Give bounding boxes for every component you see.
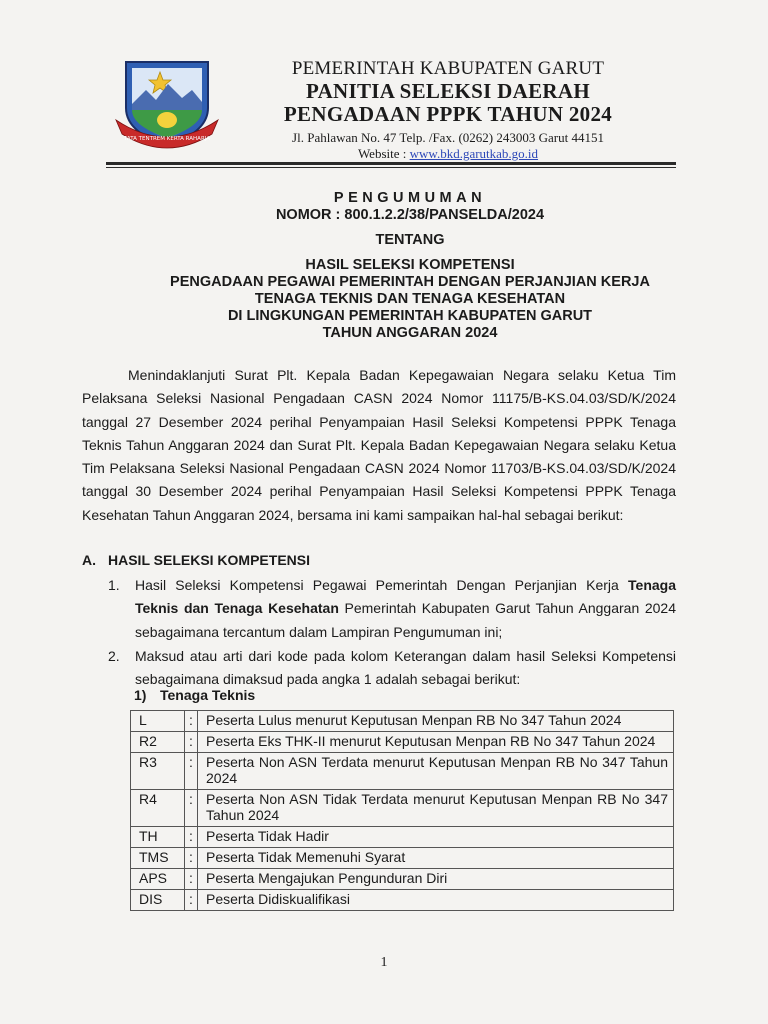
list-item: [108, 645, 676, 692]
description-cell: Peserta Didiskualifikasi: [198, 890, 674, 911]
code-cell: R3: [131, 753, 185, 790]
subsection-heading: [134, 687, 255, 703]
subsection-title: Tenaga Teknis: [160, 687, 256, 703]
section-a-heading: [82, 552, 310, 568]
title-line: TENAGA TEKNIS DAN TENAGA KESEHATAN: [254, 291, 566, 307]
separator-cell: :: [185, 869, 198, 890]
table-row: [131, 711, 674, 732]
list-item: [108, 574, 676, 644]
title-nomor: NOMOR : 800.1.2.2/38/PANSELDA/2024: [275, 207, 545, 223]
letterhead-divider-thick: [106, 162, 676, 165]
separator-cell: :: [185, 848, 198, 869]
table-row: [131, 827, 674, 848]
letterhead-government: PEMERINTAH KABUPATEN GARUT: [291, 58, 605, 79]
subsection-number: 1): [134, 687, 147, 703]
garut-regency-logo: [112, 58, 222, 150]
list-item-number: 1.: [108, 577, 120, 593]
table-row: [131, 890, 674, 911]
description-cell: Peserta Tidak Memenuhi Syarat: [198, 848, 674, 869]
announcement-title: [60, 190, 760, 342]
description-cell: Peserta Non ASN Tidak Terdata menurut Keputusan Menpan RB No 347 Tahun 2024: [198, 790, 674, 827]
separator-cell: :: [185, 753, 198, 790]
letterhead: [258, 58, 638, 162]
separator-cell: :: [185, 827, 198, 848]
description-cell: Peserta Non ASN Terdata menurut Keputusan Menpan RB No 347 Tahun 2024: [198, 753, 674, 790]
table-row: [131, 848, 674, 869]
letterhead-program: PENGADAAN PPPK TAHUN 2024: [283, 102, 613, 126]
section-a-number: A.: [82, 552, 96, 568]
separator-cell: :: [185, 732, 198, 753]
website-link[interactable]: www.bkd.garutkab.go.id: [409, 146, 539, 161]
code-cell: TH: [131, 827, 185, 848]
table-row: [131, 732, 674, 753]
letterhead-committee: PANITIA SELEKSI DAERAH: [306, 79, 590, 103]
logo-motto: TATA TENTREM KERTA RAHARJA: [123, 136, 211, 142]
code-cell: L: [131, 711, 185, 732]
description-cell: Peserta Mengajukan Pengunduran Diri: [198, 869, 674, 890]
page-number: 1: [380, 955, 388, 970]
description-cell: Peserta Tidak Hadir: [198, 827, 674, 848]
description-cell: Peserta Lulus menurut Keputusan Menpan RB No 347 Tahun 2024: [198, 711, 674, 732]
table-row: [131, 869, 674, 890]
list-item-text: [135, 574, 676, 644]
letterhead-divider-thin: [106, 167, 676, 168]
letterhead-website: [258, 146, 638, 162]
code-cell: DIS: [131, 890, 185, 911]
title-line: TAHUN ANGGARAN 2024: [322, 325, 498, 341]
code-cell: R2: [131, 732, 185, 753]
table-row: [131, 753, 674, 790]
code-cell: TMS: [131, 848, 185, 869]
title-line: PENGADAAN PEGAWAI PEMERINTAH DENGAN PERJANJIAN KERJA: [170, 274, 650, 290]
code-cell: APS: [131, 869, 185, 890]
list-item-text: Maksud atau arti dari kode pada kolom Keterangan dalam hasil Seleksi Kompetensi sebagaimana dimaksud pada angka 1 adalah sebagai berikut:: [135, 648, 676, 688]
section-a-title: HASIL SELEKSI KOMPETENSI: [108, 552, 310, 568]
title-line: HASIL SELEKSI KOMPETENSI: [305, 257, 515, 273]
letterhead-address: Jl. Pahlawan No. 47 Telp. /Fax. (0262) 243003 Garut 44151: [292, 130, 604, 145]
list-item-number: 2.: [108, 648, 120, 664]
separator-cell: :: [185, 790, 198, 827]
title-pengumuman: PENGUMUMAN: [333, 190, 487, 206]
website-label: Website :: [357, 146, 410, 161]
description-cell: Peserta Eks THK-II menurut Keputusan Menpan RB No 347 Tahun 2024: [198, 732, 674, 753]
item-text-part: Pemerintah Kabupaten Garut Tahun Anggaran 2024 sebagaimana tercantum dalam Lampiran Pengumuman ini;: [135, 600, 677, 640]
title-line: DI LINGKUNGAN PEMERINTAH KABUPATEN GARUT: [227, 308, 593, 324]
code-legend-table: [130, 710, 674, 911]
item-bold-tenaga-kesehatan: Tenaga Kesehatan: [214, 600, 339, 617]
table-row: [131, 790, 674, 827]
separator-cell: :: [185, 890, 198, 911]
item-text-part: dan: [178, 600, 215, 617]
title-tentang: TENTANG: [375, 232, 445, 248]
intro-paragraph: Menindaklanjuti Surat Plt. Kepala Badan Kepegawaian Negara selaku Ketua Tim Pelaksana Seleksi Nasional Pengadaan CASN 2024 Nomor 11175/B-KS.04.03/SD/K/2024 tanggal 27 Desember 2024 perihal Penyampaian Hasil Seleksi Kompetensi PPPK Tenaga Teknis Tahun Anggaran 2024 dan Surat Plt. Kepala Badan Kepegawaian Negara selaku Ketua Tim Pelaksana Seleksi Nasional Pengadaan CASN 2024 Nomor 11703/B-KS.04.03/SD/K/2024 tanggal 30 Desember 2024 perihal Penyampaian Hasil Seleksi Kompetensi PPPK Tenaga Kesehatan Tahun Anggaran 2024, bersama ini kami sampaikan hal-hal sebagai berikut:: [82, 367, 676, 523]
separator-cell: :: [185, 711, 198, 732]
item-text-part: Hasil Seleksi Kompetensi Pegawai Pemerintah Dengan Perjanjian Kerja: [135, 577, 629, 593]
code-cell: R4: [131, 790, 185, 827]
item-bold-tenaga-teknis: Tenaga Teknis: [135, 577, 676, 617]
